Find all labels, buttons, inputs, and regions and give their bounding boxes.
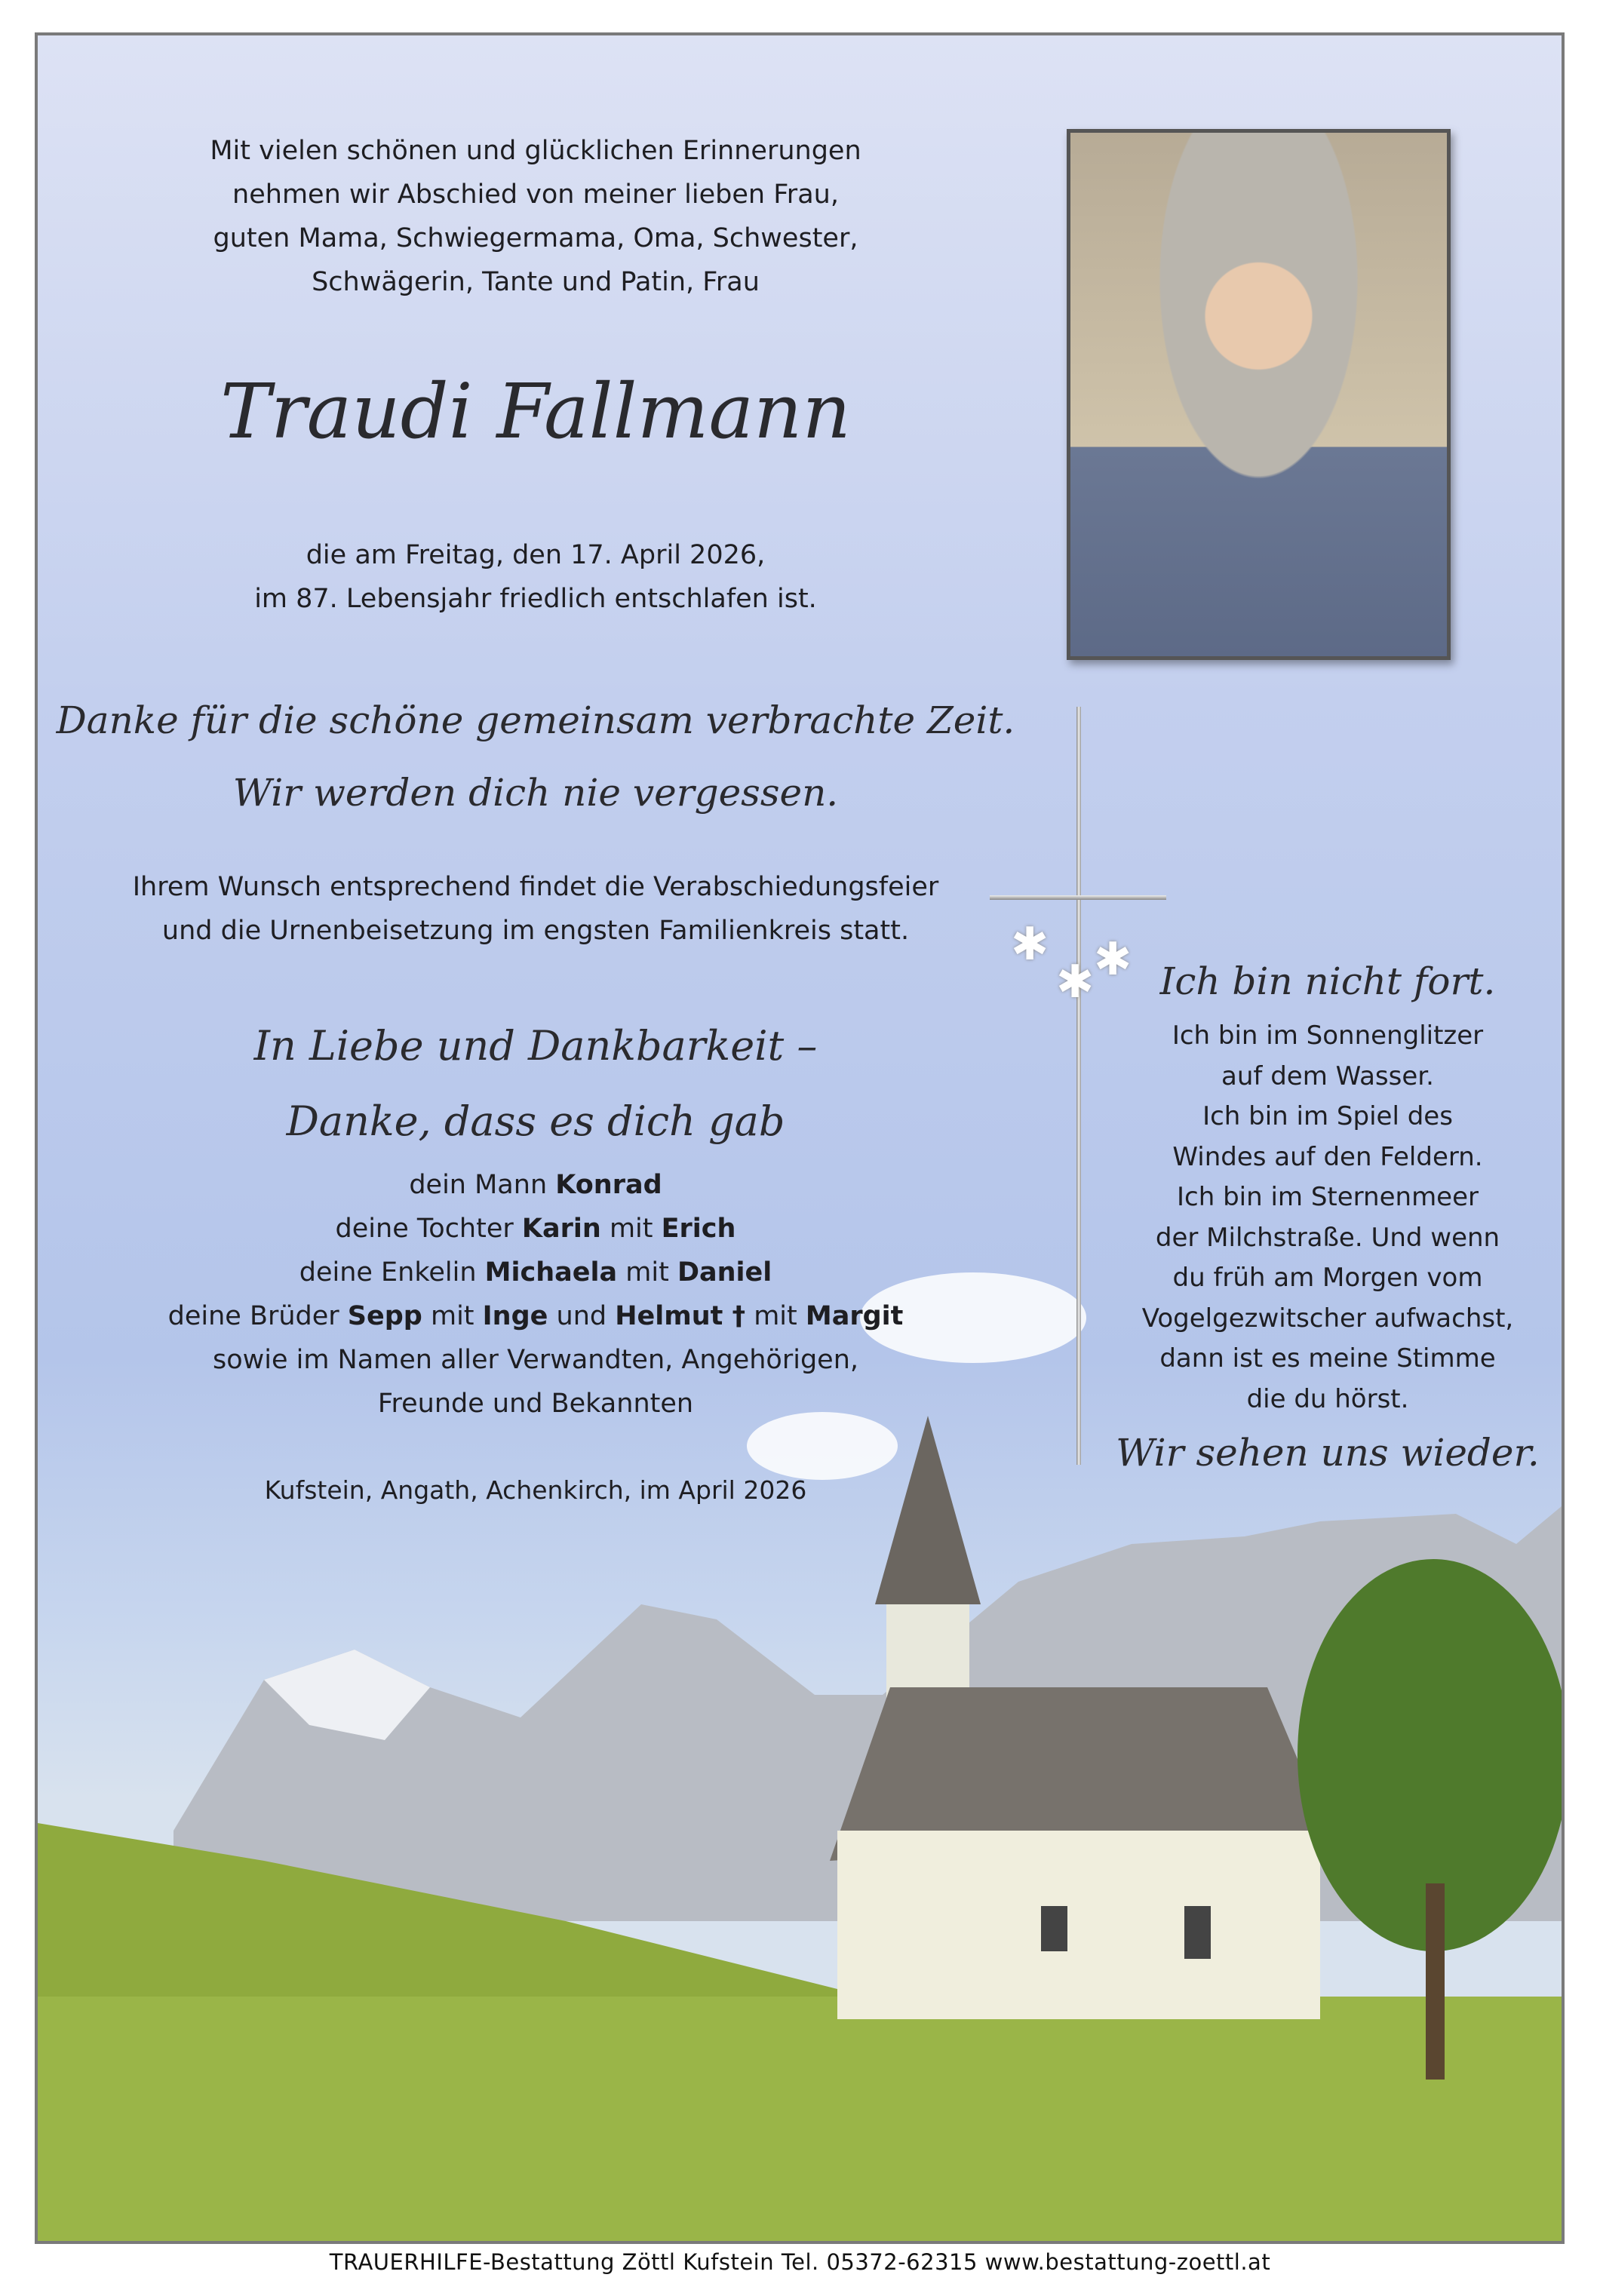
family-line bbox=[38, 1163, 1033, 1207]
thanks-line: Danke für die schöne gemeinsam verbrachte Zeit. bbox=[56, 698, 1015, 742]
place-date: Kufstein, Angath, Achenkirch, im April 2026 bbox=[264, 1475, 807, 1505]
cross-bar bbox=[990, 895, 1166, 900]
family-line: sowie im Namen aller Verwandten, Angehörigen, bbox=[212, 1345, 859, 1375]
text-segment: Windes auf den Feldern. bbox=[1172, 1141, 1483, 1172]
name-bold: Margit bbox=[805, 1301, 904, 1331]
intro-text bbox=[38, 129, 1033, 304]
text-segment: deine Tochter bbox=[335, 1214, 522, 1244]
intro-line: Schwägerin, Tante und Patin, Frau bbox=[312, 267, 760, 297]
name-bold: Konrad bbox=[555, 1170, 662, 1200]
edelweiss-icon: ✱ bbox=[1056, 956, 1095, 1008]
cross-icon bbox=[1076, 707, 1081, 1465]
poem-title: Ich bin nicht fort. bbox=[1159, 959, 1496, 1003]
name-bold: Karin bbox=[521, 1214, 601, 1244]
name-bold: Helmut † bbox=[615, 1301, 746, 1331]
family-line: Freunde und Bekannten bbox=[377, 1389, 694, 1419]
notice-frame bbox=[35, 32, 1565, 2244]
portrait-photo bbox=[1067, 129, 1451, 660]
family-line bbox=[38, 1251, 1033, 1294]
text-segment: mit bbox=[600, 1214, 662, 1244]
text-segment: mit bbox=[422, 1301, 483, 1331]
thanks-line: Wir werden dich nie vergessen. bbox=[232, 771, 839, 815]
text-segment: du früh am Morgen vom bbox=[1172, 1263, 1483, 1293]
ceremony-line: Ihrem Wunsch entsprechend findet die Verabschiedungsfeier bbox=[132, 872, 939, 902]
family-line bbox=[38, 1207, 1033, 1251]
text-segment: und bbox=[548, 1301, 616, 1331]
text-segment: dann ist es meine Stimme bbox=[1159, 1343, 1496, 1374]
text-segment: die du hörst. bbox=[1246, 1383, 1409, 1414]
death-text bbox=[38, 533, 1033, 621]
edelweiss-icon: ✱ bbox=[1094, 933, 1132, 986]
love-text bbox=[38, 1008, 1033, 1159]
edelweiss-icon: ✱ bbox=[1011, 918, 1049, 971]
text-segment: Vogelgezwitscher aufwachst, bbox=[1141, 1303, 1514, 1334]
name-bold: Daniel bbox=[677, 1257, 772, 1288]
chapel-walls bbox=[837, 1831, 1320, 2019]
text-segment: Ich bin im Spiel des bbox=[1202, 1101, 1453, 1131]
text-segment: mit bbox=[617, 1257, 677, 1288]
poem-closing: Wir sehen uns wieder. bbox=[1116, 1431, 1540, 1475]
death-line: im 87. Lebensjahr friedlich entschlafen ist. bbox=[254, 584, 817, 614]
death-line: die am Freitag, den 17. April 2026, bbox=[306, 540, 766, 570]
text-segment: Ich bin im Sternenmeer bbox=[1177, 1182, 1479, 1212]
name-bold: Sepp bbox=[347, 1301, 422, 1331]
name-bold: Michaela bbox=[484, 1257, 618, 1288]
deceased-name: Traudi Fallmann bbox=[220, 367, 851, 456]
intro-line: Mit vielen schönen und glücklichen Erinnerungen bbox=[210, 136, 861, 166]
text-segment: dein Mann bbox=[409, 1170, 556, 1200]
text-segment: deine Enkelin bbox=[299, 1257, 485, 1288]
family-line bbox=[38, 1294, 1033, 1338]
intro-line: guten Mama, Schwiegermama, Oma, Schwester, bbox=[213, 223, 858, 253]
poem bbox=[1101, 1016, 1554, 1420]
love-line: In Liebe und Dankbarkeit – bbox=[253, 1022, 818, 1070]
text-segment: der Milchstraße. Und wenn bbox=[1155, 1222, 1500, 1253]
ceremony-line: und die Urnenbeisetzung im engsten Familienkreis statt. bbox=[161, 916, 910, 946]
meadow-fill bbox=[38, 1997, 1562, 2241]
text-segment: auf dem Wasser. bbox=[1221, 1061, 1434, 1091]
text-segment: deine Brüder bbox=[167, 1301, 348, 1331]
family-list bbox=[38, 1163, 1033, 1426]
love-line: Danke, dass es dich gab bbox=[286, 1097, 785, 1145]
name-bold: Erich bbox=[661, 1214, 736, 1244]
tree-trunk bbox=[1426, 1883, 1445, 2080]
ceremony-text bbox=[38, 865, 1033, 953]
chapel-window bbox=[1184, 1906, 1211, 1959]
thanks-text bbox=[38, 684, 1033, 829]
funeral-home-footer: TRAUERHILFE-Bestattung Zöttl Kufstein Tel. 05372-62315 www.bestattung-zoettl.at bbox=[329, 2249, 1271, 2275]
intro-line: nehmen wir Abschied von meiner lieben Frau, bbox=[232, 180, 839, 210]
name-bold: Inge bbox=[482, 1301, 548, 1331]
text-segment: Ich bin im Sonnenglitzer bbox=[1172, 1021, 1484, 1051]
text-segment: mit bbox=[745, 1301, 806, 1331]
chapel-window bbox=[1041, 1906, 1067, 1951]
